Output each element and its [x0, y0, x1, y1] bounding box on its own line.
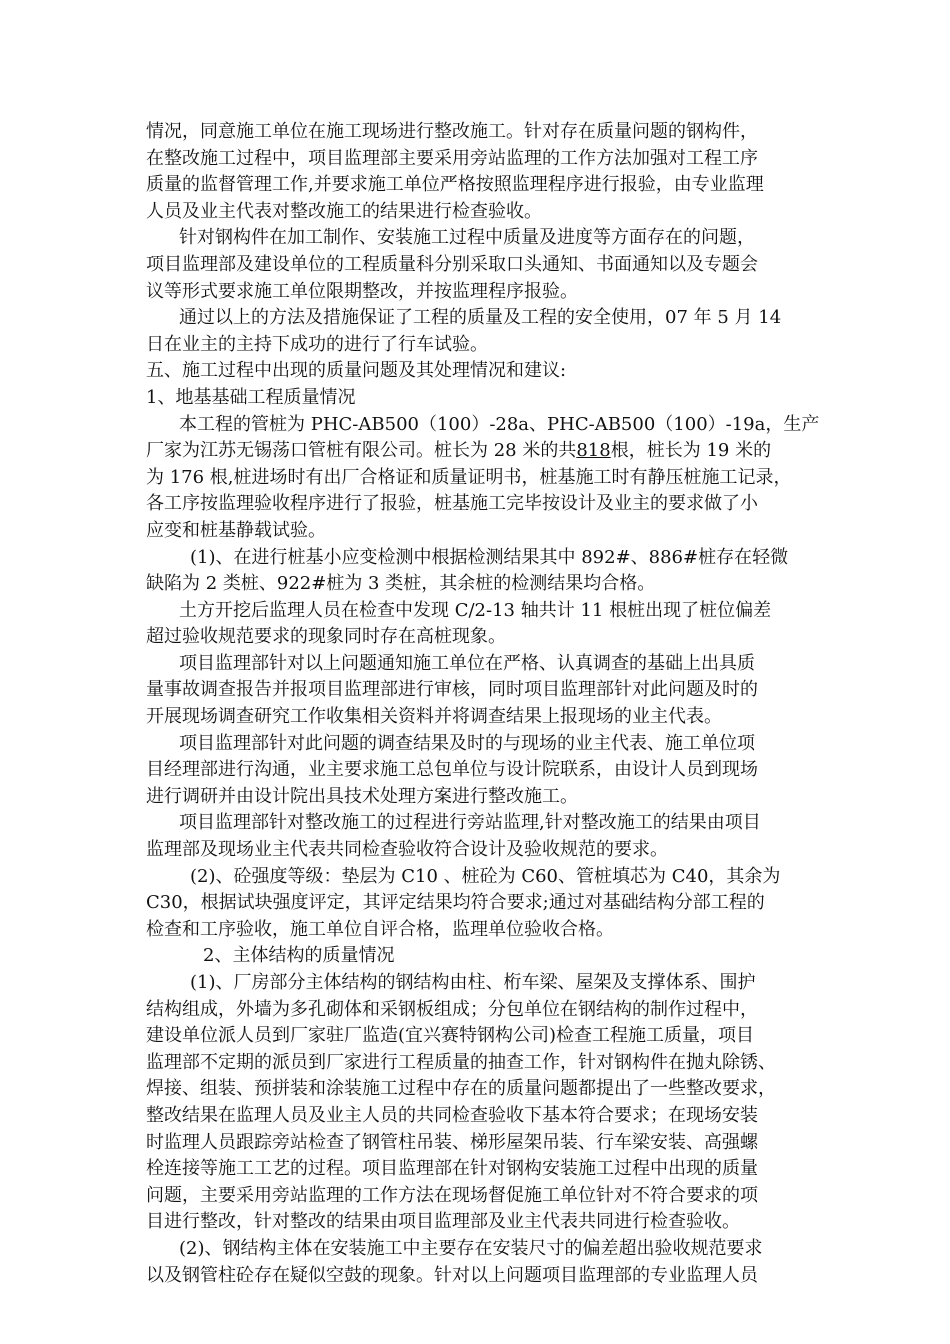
text-line: 项目监理部及建设单位的工程质量科分别采取口头通知、书面通知以及专题会	[146, 253, 758, 275]
paragraph-first-line: 通过以上的方法及措施保证了工程的质量及工程的安全使用，07 年 5 月 14	[179, 307, 782, 329]
text-line: 开展现场调查研究工作收集相关资料并将调查结果上报现场的业主代表。	[146, 706, 722, 728]
paragraph-first-line: 本工程的管桩为 PHC-AB500（100）-28a、PHC-AB500（100）-19a，生产	[179, 413, 820, 435]
text-segment: 根，桩长为 19 米的	[610, 440, 772, 462]
text-line: 质量的监督管理工作,并要求施工单位严格按照监理程序进行报验，由专业监理	[146, 174, 764, 196]
text-segment: 厂家为江苏无锡荡口管桩有限公司。桩长为 28 米的共	[146, 440, 577, 462]
subsection-heading: 1、地基基础工程质量情况	[146, 386, 356, 408]
paragraph-first-line: (1)、厂房部分主体结构的钢结构由柱、桁车梁、屋架及支撑体系、围护	[190, 972, 756, 993]
paragraph-first-line: 项目监理部针对以上问题通知施工单位在严格、认真调查的基础上出具质	[179, 652, 755, 674]
text-line: 量事故调查报告并报项目监理部进行审核，同时项目监理部针对此问题及时的	[146, 679, 758, 701]
text-line: 在整改施工过程中，项目监理部主要采用旁站监理的工作方法加强对工程工序	[146, 147, 758, 169]
paragraph-first-line: (2)、钢结构主体在安装施工中主要存在安装尺寸的偏差超出验收规范要求	[179, 1237, 763, 1259]
paragraph-first-line: 项目监理部针对整改施工的过程进行旁站监理,针对整改施工的结果由项目	[179, 812, 761, 834]
paragraph-first-line: (2)、砼强度等级：垫层为 C10 、桩砼为 C60、管桩填芯为 C40，其余为	[190, 865, 781, 887]
text-line: 监理部不定期的派员到厂家进行工程质量的抽查工作，针对钢构件在抛丸除锈、	[146, 1051, 776, 1073]
paragraph-first-line: (1)、在进行桩基小应变检测中根据检测结果其中 892#、886#桩存在轻微	[190, 546, 789, 568]
text-line: 监理部及现场业主代表共同检查验收符合设计及验收规范的要求。	[146, 839, 668, 861]
pile-count-underlined: 818	[576, 440, 611, 462]
text-line: 以及钢管柱砼存在疑似空鼓的现象。针对以上问题项目监理部的专业监理人员	[146, 1264, 758, 1286]
text-line: 议等形式要求施工单位限期整改，并按监理程序报验。	[146, 280, 578, 302]
text-line: 目进行整改，针对整改的结果由项目监理部及业主代表共同进行检查验收。	[146, 1211, 740, 1233]
text-line: 进行调研并由设计院出具技术处理方案进行整改施工。	[146, 785, 578, 807]
text-line: 情况，同意施工单位在施工现场进行整改施工。针对存在质量问题的钢构件，	[146, 121, 758, 142]
text-line: 日在业主的主持下成功的进行了行车试验。	[146, 333, 488, 355]
text-line: 时监理人员跟踪旁站检查了钢管柱吊装、梯形屋架吊装、行车梁安装、高强螺	[146, 1131, 758, 1153]
document-body	[146, 119, 820, 1289]
text-line: 整改结果在监理人员及业主人员的共同检查验收下基本符合要求；在现场安装	[146, 1104, 758, 1126]
text-line: 建设单位派人员到厂家驻厂监造(宜兴赛特钢构公司)检查工程施工质量，项目	[146, 1025, 755, 1047]
paragraph-first-line: 针对钢构件在加工制作、安装施工过程中质量及进度等方面存在的问题，	[179, 227, 755, 249]
paragraph-first-line: 土方开挖后监理人员在检查中发现 C/2-13 轴共计 11 根桩出现了桩位偏差	[179, 599, 772, 621]
text-line: 超过验收规范要求的现象同时存在高桩现象。	[146, 626, 506, 648]
text-line: 焊接、组装、预拼装和涂装施工过程中存在的质量问题都提出了一些整改要求，	[146, 1078, 776, 1100]
text-line: 栓连接等施工工艺的过程。项目监理部在针对钢构安装施工过程中出现的质量	[146, 1158, 758, 1180]
section-heading: 五、施工过程中出现的质量问题及其处理情况和建议:	[146, 360, 567, 382]
text-line: 人员及业主代表对整改施工的结果进行检查验收。	[146, 200, 542, 222]
subsection-heading: 2、主体结构的质量情况	[203, 945, 395, 967]
text-line: 各工序按监理验收程序进行了报验，桩基施工完毕按设计及业主的要求做了小	[146, 493, 758, 515]
text-line: C30，根据试块强度评定，其评定结果均符合要求;通过对基础结构分部工程的	[146, 892, 765, 914]
paragraph-first-line: 项目监理部针对此问题的调查结果及时的与现场的业主代表、施工单位项	[179, 732, 755, 754]
text-line: 为 176 根,桩进场时有出厂合格证和质量证明书，桩基施工时有静压桩施工记录，	[146, 466, 792, 488]
text-line: 目经理部进行沟通，业主要求施工总包单位与设计院联系，由设计人员到现场	[146, 759, 758, 781]
text-line: 检查和工序验收，施工单位自评合格，监理单位验收合格。	[146, 918, 614, 940]
text-line: 结构组成，外墙为多孔砌体和采钢板组成；分包单位在钢结构的制作过程中，	[146, 998, 758, 1020]
text-line	[146, 438, 810, 465]
text-line: 问题，主要采用旁站监理的工作方法在现场督促施工单位针对不符合要求的项	[146, 1184, 758, 1206]
text-line: 缺陷为 2 类桩、922#桩为 3 类桩，其余桩的检测结果均合格。	[146, 573, 656, 595]
text-line: 应变和桩基静载试验。	[146, 519, 326, 541]
